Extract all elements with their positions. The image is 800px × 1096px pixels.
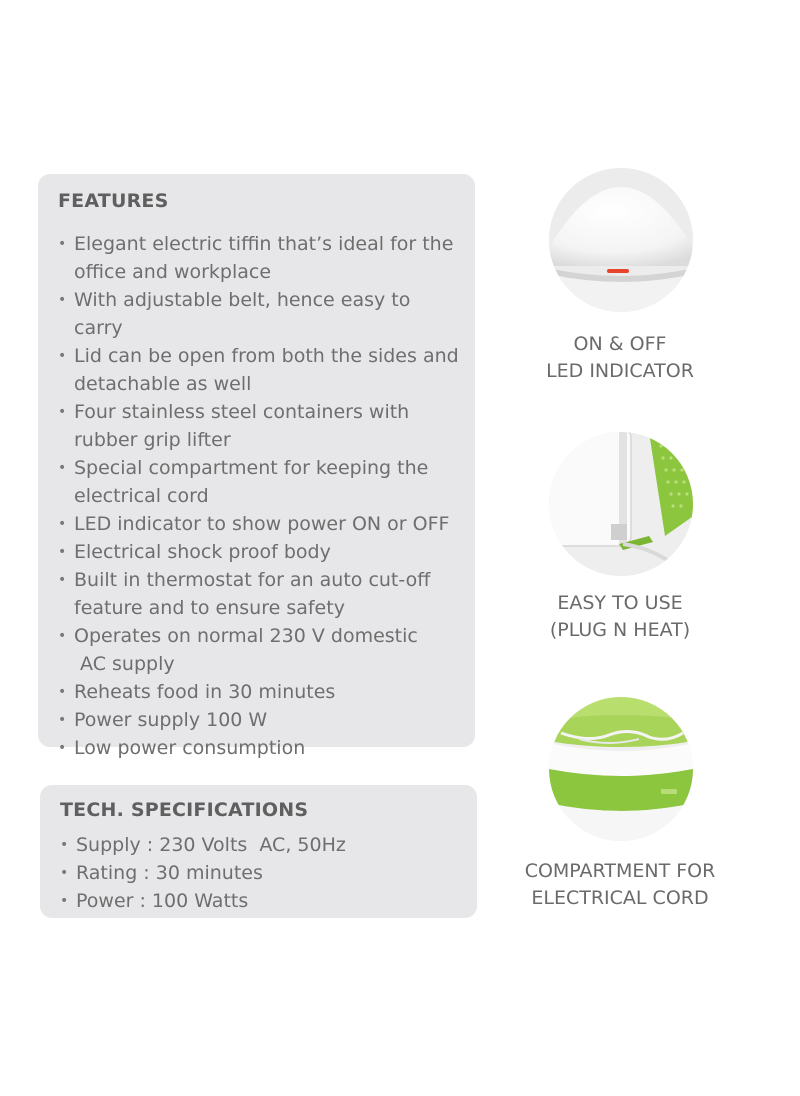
list-item: • Built in thermostat for an auto cut-off feature and to ensure safety xyxy=(58,566,463,622)
list-item: • Electrical shock proof body xyxy=(58,538,463,566)
features-title: FEATURES xyxy=(58,190,169,212)
list-item: • LED indicator to show power ON or OFF xyxy=(58,510,463,538)
led-indicator-image xyxy=(549,168,693,312)
list-item: • Four stainless steel containers with rubber grip lifter xyxy=(58,398,463,454)
tech-specs-title: TECH. SPECIFICATIONS xyxy=(60,799,309,821)
list-item: • Power : 100 Watts xyxy=(60,887,465,915)
list-item: • Rating : 30 minutes xyxy=(60,859,465,887)
list-item: • Elegant electric tiffin that’s ideal for the office and workplace xyxy=(58,230,463,286)
led-indicator-icon xyxy=(549,168,693,312)
led-indicator-caption: ON & OFF LED INDICATOR xyxy=(546,333,694,382)
cord-compartment-caption: COMPARTMENT FOR ELECTRICAL CORD xyxy=(524,860,716,909)
list-item: • Low power consumption xyxy=(58,734,463,762)
cord-compartment-icon xyxy=(549,697,693,841)
features-list xyxy=(58,230,463,762)
tech-specs-list xyxy=(60,831,465,915)
list-item: • Reheats food in 30 minutes xyxy=(58,678,463,706)
features-panel xyxy=(38,174,475,759)
list-item: • Power supply 100 W xyxy=(58,706,463,734)
list-item: • Special compartment for keeping the electrical cord xyxy=(58,454,463,510)
list-item: • With adjustable belt, hence easy to carry xyxy=(58,286,463,342)
plug-icon xyxy=(549,432,693,576)
plug-n-heat-caption: EASY TO USE (PLUG N HEAT) xyxy=(549,592,691,641)
tech-specs-panel xyxy=(40,785,477,918)
list-item: • Supply : 230 Volts AC, 50Hz xyxy=(60,831,465,859)
cord-compartment-image xyxy=(549,697,693,841)
list-item: • Lid can be open from both the sides and detachable as well xyxy=(58,342,463,398)
plug-n-heat-image xyxy=(549,432,693,576)
list-item: • Operates on normal 230 V domestic AC supply xyxy=(58,622,463,678)
